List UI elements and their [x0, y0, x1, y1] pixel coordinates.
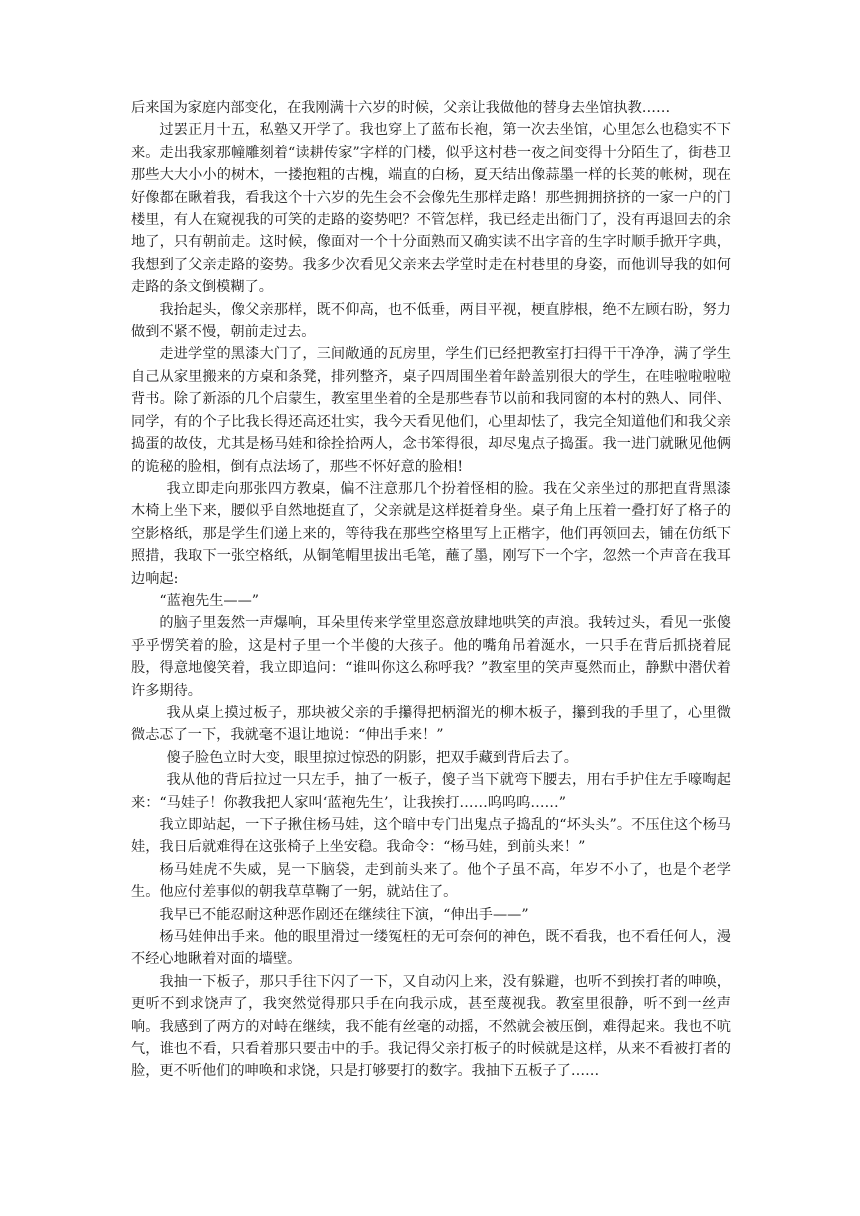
paragraph-9: 傻子脸色立时大变，眼里掠过惊恐的阴影，把双手藏到背后去了。 [166, 749, 578, 766]
paragraph-7: 的脑子里轰然一声爆响，耳朵里传来学堂里恣意放肆地哄笑的声浪。我转过头，看见一张傻乎乎愣笑着的脸，这是村子里一个半傻的大孩子。他的嘴角吊着涎水，一只手在背后抓挠着屁股，得意地傻笑着，我立即追问：“谁叫你这么称呼我？”教室里的笑声戛然而止，静默中潜伏着许多期待。 [131, 615, 731, 699]
paragraph-10: 我从他的背后拉过一只左手，抽了一板子，傻子当下就弯下腰去，用右手护住左手嚎啕起来：“马娃子！你教我把人家叫‘蓝袍先生’，让我挨打……呜呜呜……” [131, 772, 731, 811]
paragraph-6: “蓝袍先生——” [159, 592, 260, 609]
paragraph-2: 过罢正月十五，私塾又开学了。我也穿上了蓝布长袍，第一次去坐馆，心里怎么也稳实不下来。走出我家那幢雕刻着“读耕传家”字样的门楼，似乎这村巷一夜之间变得十分陌生了，街巷卫那些大大小小的树木，一搂抱粗的古槐，端直的白杨，夏天结出像蒜墨一样的长荚的帐树，现在好像都在瞅着我，看我这个十六岁的先生会不会像先生那样走路！那些拥拥挤挤的一家一户的门楼里，有人在窥视我的可笑的走路的姿势吧？不管怎样，我已经走出衙门了，没有再退回去的余地了，只有朝前走。这时候，像面对一个十分面熟而又确实读不出字音的生字时顺手掀开字典，我想到了父亲走路的姿势。我多少次看见父亲来去学堂时走在村巷里的身姿，而他训导我的如何走路的条文倒模糊了。 [131, 122, 731, 296]
paragraph-11: 我立即站起，一下子揪住杨马娃，这个暗中专门出鬼点子捣乱的“坏头头”。不压住这个杨马娃，我日后就难得在这张椅子上坐安稳。我命令：“杨马娃，到前头来！” [131, 817, 731, 856]
paragraph-1: 后来国为家庭内部变化，在我刚满十六岁的时候，父亲让我做他的替身去坐馆执教…… [131, 100, 671, 116]
paragraph-4: 走进学堂的黑漆大门了，三间敞通的瓦房里，学生们已经把教室打扫得干干净净，满了学生自己从家里搬来的方桌和条凳，排列整齐，桌子四周围坐着年龄盖别很大的学生，在哇啦啦啦啦背书。除了新添的几个启蒙生，教室里坐着的全是那些春节以前和我同窗的本村的熟人、同伴、同学，有的个子比我长得还高还壮实，我今天看见他们，心里却怯了，我完全知道他们和我父亲捣蛋的故伎，尤其是杨马娃和徐拴拾两人，念书笨得很，却尽鬼点子捣蛋。我一进门就瞅见他俩的诡秘的脸相，倒有点法场了，那些不怀好意的脸相! [131, 346, 731, 475]
paragraph-5: 我立即走向那张四方教桌，偏不注意那几个扮着怪相的脸。我在父亲坐过的那把直背黑漆木椅上坐下来，腰似乎自然地挺直了，父亲就是这样挺着身坐。桌子角上压着一叠打好了格子的空影格纸，那是学生们递上来的，等待我在那些空格里写上正楷字，他们再领回去，铺在仿纸下照措，我取下一张空格纸，从铜笔帽里拔出毛笔，蘸了墨，刚写下一个字，忽然一个声音在我耳边响起: [131, 480, 731, 587]
paragraph-3: 我抬起头，像父亲那样，既不仰高，也不低垂，两目平视，梗直脖根，绝不左顾右盼，努力做到不紧不慢，朝前走过去。 [131, 301, 731, 341]
paragraph-15: 我抽一下板子，那只手往下闪了一下，又自动闪上来，没有躲避，也听不到挨打者的呻唤，更听不到求饶声了，我突然觉得那只手在向我示成，甚至蔑视我。教室里很静，听不到一丝声响。我感到了两方的对峙在继续，我不能有丝毫的动摇，不然就会被压倒，难得起来。我也不吭气，谁也不看，只看着那只要击中的手。我记得父亲打板子的时候就是这样，从来不看被打者的脸，更不听他们的呻唤和求饶，只是打够要打的数字。我抽下五板子了…… [131, 973, 731, 1080]
paragraph-8: 我从桌上摸过板子，那块被父亲的手攥得把柄溜光的柳木板子，攥到我的手里了，心里微微忐忑了一下，我就毫不退让地说：“伸出手来！” [131, 704, 731, 744]
paragraph-13: 我早已不能忍耐这种恶作剧还在继续往下演，“伸出手——” [159, 906, 529, 923]
document-body [131, 97, 731, 1083]
paragraph-14: 杨马娃伸出手来。他的眼里滑过一缕冤枉的无可奈何的神色，既不看我，也不看任何人，漫不经心地瞅着对面的墙壁。 [131, 929, 731, 968]
paragraph-12: 杨马娃虎不失威，晃一下脑袋，走到前头来了。他个子虽不高，年岁不小了，也是个老学生。他应付差事似的朝我草草鞠了一躬，就站住了。 [131, 861, 731, 901]
